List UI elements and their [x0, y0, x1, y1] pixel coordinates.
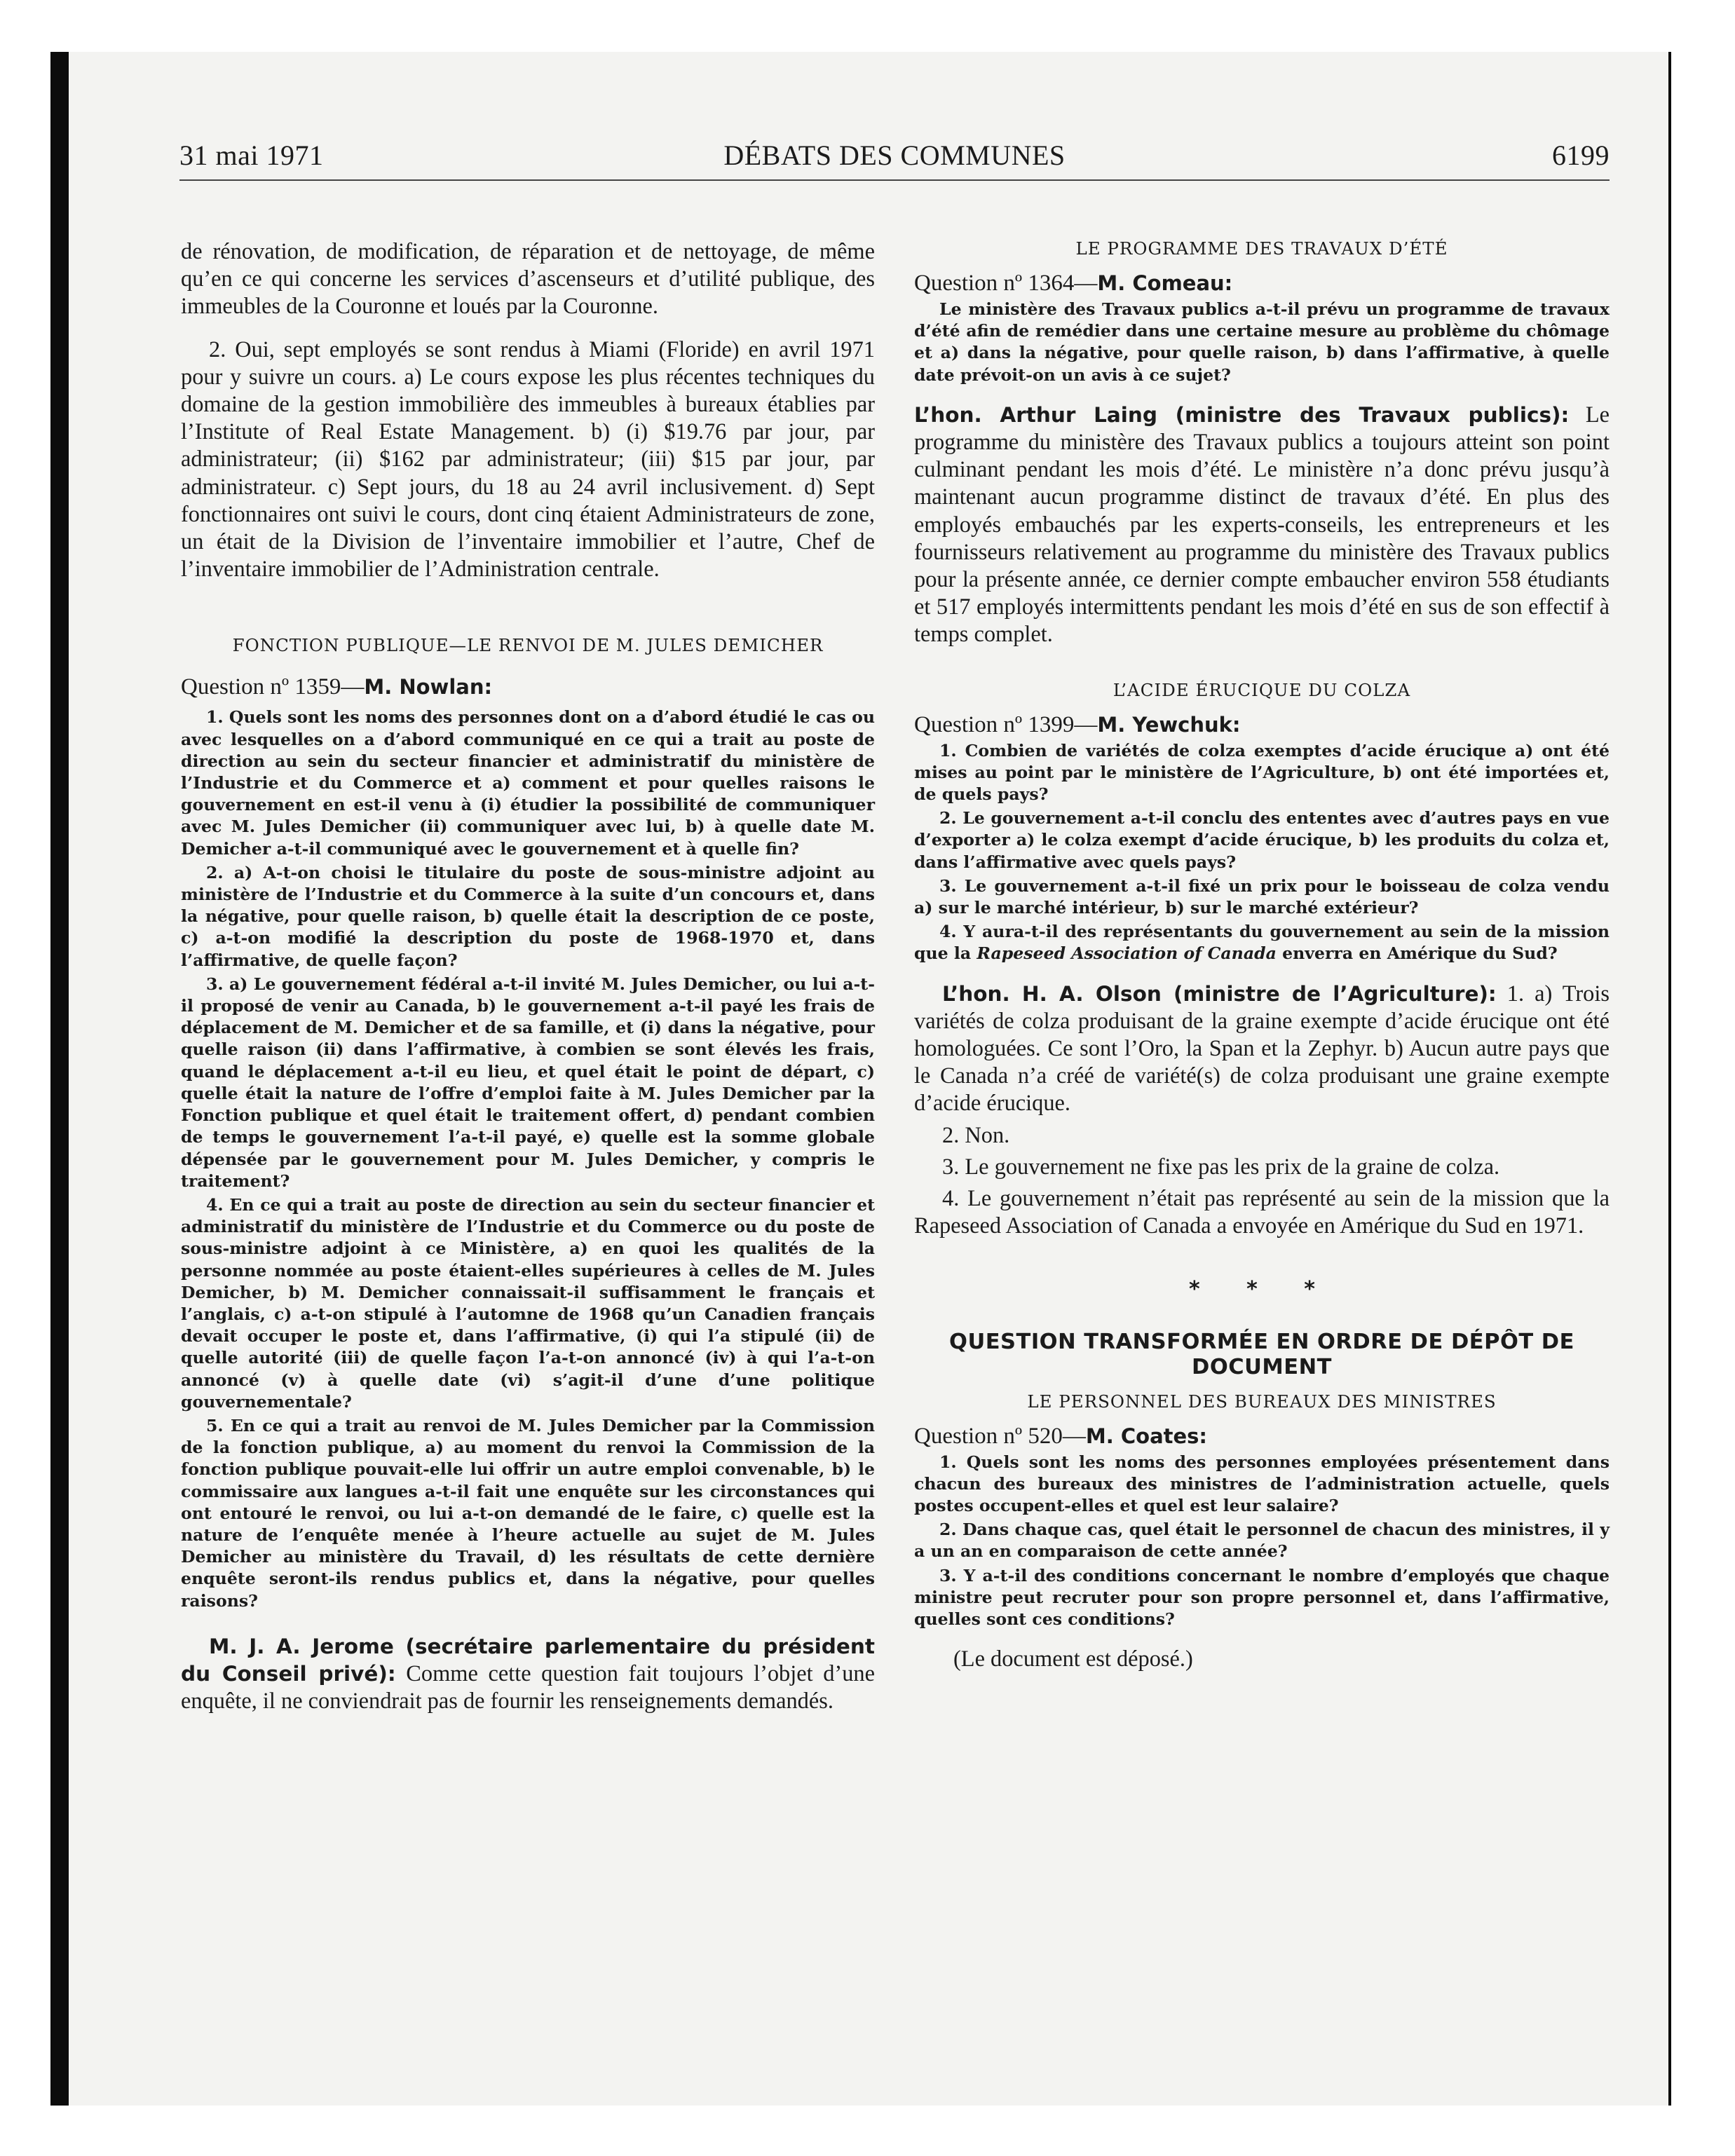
header-date: 31 mai 1971	[179, 139, 324, 171]
answer-text: 1. a) Trois variétés de colza produisant de la graine exempte d’acide érucique ont été homologuées. Ce sont l’Oro, la Span et la Zephyr. b) Aucun autre pays que le Canada n’a créé de variété(s) de colza produisant une graine exempte d’acide érucique.	[914, 981, 1610, 1117]
answer-text: 4. Le gouvernement n’était pas représenté au sein de la mission que la Rapeseed Association of Canada a envoyée en Amérique du Sud en 1971.	[914, 1186, 1610, 1239]
answer-text: Comme cette question fait toujours l’objet d’une enquête, il ne conviendrait pas de fournir les renseignements demandés.	[181, 1660, 875, 1714]
header-title: DÉBATS DES COMMUNES	[723, 139, 1066, 171]
scan-border-left	[50, 52, 70, 2106]
question-member: M. Comeau:	[1097, 271, 1233, 295]
question-text: Le ministère des Travaux publics a-t-il prévu un programme de travaux d’été afin de remédier dans une certaine mesure au problème du chômage et a) dans la négative, pour quelle raison, b) dans l’affirmative, à quelle date prévoit-on un avis à ce sujet?	[914, 299, 1610, 385]
question-text: 2. a) A-t-on choisi le titulaire du poste de sous-ministre adjoint au ministère de l’Industrie et du Commerce à la suite d’un concours et, dans la négative, pour quelle raison, b) quelle était la description de ce poste, c) a-t-on modifié la description du poste de 1968-1970 et, dans l’affirmative, de quelle façon?	[181, 862, 875, 970]
answer	[181, 1633, 875, 1716]
paragraph: 2. Oui, sept employés se sont rendus à Miami (Floride) en avril 1971 pour y suivre un cours. a) Le cours expose les plus récentes techniques du domaine de la gestion immobilière des immeubles à bureaux établies par l’Institute of Real Estate Management. b) (i) $19.76 par jour, par administrateur; (ii) $162 par administrateur; (iii) $15 par jour, par administrateur. c) Sept jours, du 18 au 24 avril inclusivement. d) Sept fonctionnaires ont suivi le cours, dont cinq étaient Administrateurs de zone, un était de la Division de l’inventaire immobilier et l’autre, Chef de l’inventaire immobilier de l’Administration centrale.	[181, 336, 875, 582]
question-number: Question nº 1359—	[181, 674, 365, 700]
answer	[914, 402, 1610, 649]
major-heading: QUESTION TRANSFORMÉE EN ORDRE DE DÉPÔT DE DOCUMENT	[949, 1329, 1574, 1379]
question-text: 4. En ce qui a trait au poste de direction au sein du secteur financier et administratif du ministère de l’Industrie et du Commerce ou du poste de sous-ministre adjoint à ce Ministère, a) en quoi les qualités de la personne nommée au poste étaient-elles supérieures à celles de M. Jules Demicher, b) M. Demicher connaissait-il suffisamment le français et l’anglais, c) a-t-on stipulé à l’automne de 1968 qu’un Canadien français devait occuper le poste et, dans l’affirmative, (i) qui l’a stipulé (ii) de quelle autorité (iii) de quelle façon l’a-t-on annoncé (iv) à qui l’a-t-on annoncé (v) à quelle date (vi) s’agit-il d’une d’une politique gouvernementale?	[181, 1194, 875, 1412]
question-line	[914, 269, 1610, 297]
section-heading: LE PERSONNEL DES BUREAUX DES MINISTRES	[1027, 1391, 1497, 1412]
question-text: 1. Combien de variétés de colza exemptes d’acide érucique a) ont été mises au point par le ministère de l’Agriculture, b) ont été importées et, de quels pays?	[914, 740, 1610, 805]
question-line	[181, 673, 875, 701]
section-heading: FONCTION PUBLIQUE—LE RENVOI DE M. JULES DEMICHER	[232, 635, 824, 656]
question-text: 1. Quels sont les noms des personnes employées présentement dans chacun des bureaux des ministres de l’administration actuelle, quels postes occupent-elles et quel est leur salaire?	[914, 1452, 1610, 1515]
paragraph: de rénovation, de modification, de réparation et de nettoyage, de même qu’en ce qui concerne les services d’ascenseurs et d’utilité publique, des immeubles de la Couronne et loués par la Couronne.	[181, 239, 875, 320]
question-member: M. Coates:	[1085, 1424, 1208, 1448]
organization-name: Rapeseed Association of Canada	[977, 943, 1277, 964]
closing-note: (Le document est déposé.)	[953, 1646, 1193, 1672]
answer-text: Le programme du ministère des Travaux publics a toujours atteint son point culminant pendant les mois d’été. Le ministère n’a donc prévu jusqu’à maintenant aucun programme distinct de travaux d’été. En plus des employés embauchés par les experts-conseils, les entrepreneurs et les fournisseurs relativement au programme du ministère des Travaux publics pour la présente année, ce dernier compte embaucher environ 558 étudiants et 517 employés intermittents pendant les mois d’été en sus de son effectif à temps complet.	[914, 402, 1610, 648]
question-number: Question nº 1399—	[914, 711, 1098, 737]
question-line	[914, 711, 1610, 739]
question-member: M. Yewchuk:	[1097, 712, 1241, 737]
question-line	[914, 1422, 1610, 1450]
question-text: 3. Y a-t-il des conditions concernant le nombre d’employés que chaque ministre peut recruter pour son propre personnel et, dans l’affirmative, quelles sont ces conditions?	[914, 1565, 1610, 1629]
question-number: Question nº 520—	[914, 1423, 1086, 1449]
question-number: Question nº 1364—	[914, 271, 1098, 296]
question-text: 5. En ce qui a trait au renvoi de M. Jules Demicher par la Commission de la fonction publique, a) au moment du renvoi la Commission de la fonction publique pouvait-elle lui offrir un autre emploi convenable, b) le commissaire aux langues a-t-il fait une enquête sur les circonstances qui ont entouré le renvoi, ou lui a-t-on demandé de le faire, c) quelle est la nature de l’enquête menée à l’heure actuelle au sujet de M. Jules Demicher au ministère du Travail, d) les résultats de cette dernière enquête seront-ils rendus publics et, dans la négative, pour quelles raisons?	[181, 1415, 875, 1611]
question-text-part: enverra en Amérique du Sud?	[1276, 943, 1558, 964]
answer-text: 2. Non.	[942, 1122, 1010, 1148]
question-text	[914, 921, 1610, 964]
question-text: 3. Le gouvernement a-t-il fixé un prix pour le boisseau de colza vendu a) sur le marché intérieur, b) sur le marché extérieur?	[914, 875, 1610, 918]
section-heading: LE PROGRAMME DES TRAVAUX D’ÉTÉ	[1075, 238, 1448, 259]
question-text-part: 4. Y aura-t-il des représentants du gouvernement au sein de la mission que la	[914, 922, 1610, 964]
question-text: 1. Quels sont les noms des personnes dont on a d’abord étudié le cas ou avec lesquelles on a d’abord communiqué en ce qui a trait au poste de direction au sein du secteur financier et administratif du ministère de l’Industrie et du Commerce et a) comment et pour quelles raisons le gouvernement en est-il venu à (i) étudier la possibilité de communiquer avec M. Jules Demicher (ii) communiquer avec lui, b) à quelle date M. Demicher a-t-il communiqué avec le gouvernement et à quelle fin?	[181, 707, 875, 859]
answer-speaker: M. J. A. Jerome (secrétaire parlementaire du président du Conseil privé):	[181, 1634, 875, 1686]
page-header	[179, 139, 1610, 181]
question-text: 2. Le gouvernement a-t-il conclu des ententes avec d’autres pays en vue d’exporter a) le colza exempt d’acide érucique, b) les produits du colza et, dans l’affirmative avec quels pays?	[914, 808, 1610, 872]
section-heading: L’ACIDE ÉRUCIQUE DU COLZA	[1113, 679, 1411, 700]
answer-text: 3. Le gouvernement ne fixe pas les prix de la graine de colza.	[942, 1154, 1500, 1180]
question-text: 2. Dans chaque cas, quel était le personnel de chacun des ministres, il y a un an en comparaison de cette année?	[914, 1520, 1610, 1562]
right-column	[914, 238, 1610, 1673]
page-number: 6199	[1552, 139, 1610, 171]
left-column	[181, 238, 875, 1715]
question-member: M. Nowlan:	[364, 675, 493, 700]
section-separator: * * *	[1189, 1276, 1335, 1302]
answer	[914, 981, 1610, 1118]
answer-speaker: L’hon. H. A. Olson (ministre de l’Agriculture):	[942, 981, 1497, 1006]
answer-speaker: L’hon. Arthur Laing (ministre des Travaux publics):	[914, 402, 1570, 427]
question-text: 3. a) Le gouvernement fédéral a-t-il invité M. Jules Demicher, ou lui a-t-il proposé de venir au Canada, b) le gouvernement a-t-il payé les frais de déplacement de M. Demicher et de sa famille, et (i) dans la négative, pour quelle raison (ii) dans l’affirmative, à combien se sont élevés les frais, quand le déplacement a-t-il eu lieu, et quel était le point de départ, c) quelle était la nature de l’offre d’emploi faite à M. Jules Demicher par la Fonction publique et quel était le traitement offert, d) pendant combien de temps le gouvernement l’a-t-il payé, e) quelle est la somme globale dépensée par le gouvernement pour M. Jules Demicher, y compris le traitement?	[181, 974, 875, 1191]
